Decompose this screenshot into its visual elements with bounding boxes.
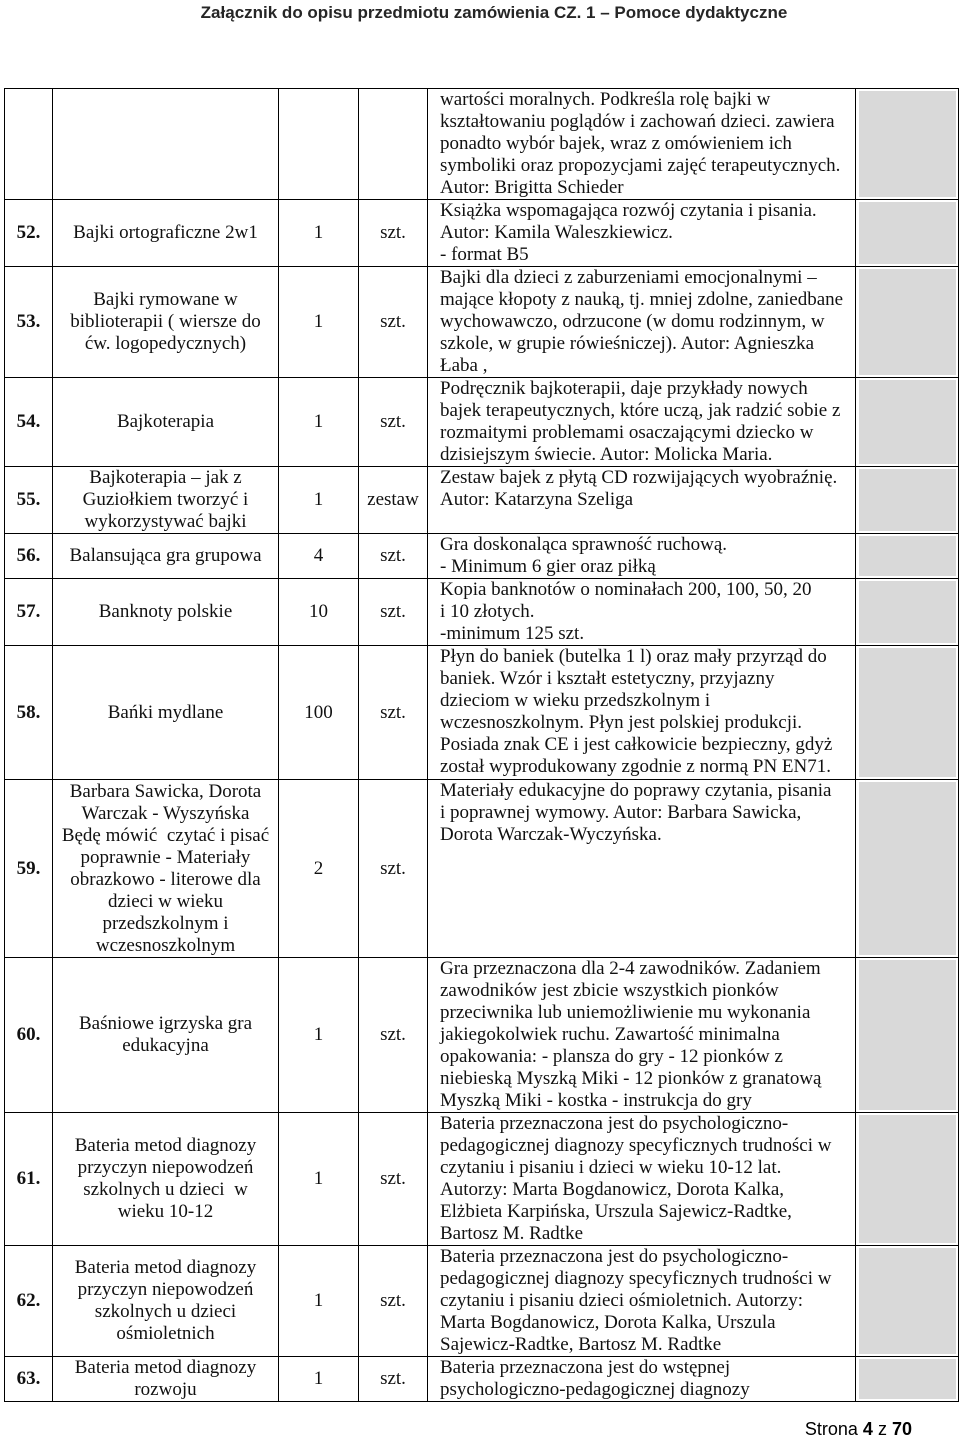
item-name: Bateria metod diagnozy przyczyn niepowodzeń szkolnych u dzieci w wieku 10-12 xyxy=(53,1113,279,1246)
table-row-continuation xyxy=(5,89,959,200)
item-name: Balansująca gra grupowa xyxy=(53,534,279,579)
item-description: Podręcznik bajkoterapii, daje przykłady nowych bajek terapeutycznych, które uczą, jak radzić sobie z rozmaitymi problemami osaczającymi dziecko w dzisiejszym świecie. Autor: Molicka Maria. xyxy=(428,378,856,467)
offer-cell-fill xyxy=(859,1359,956,1399)
item-unit: szt. xyxy=(359,378,428,467)
item-description: Gra doskonaląca sprawność ruchową. - Minimum 6 gier oraz piłką xyxy=(428,534,856,579)
page-label: Strona xyxy=(804,1419,858,1439)
table-row xyxy=(5,780,959,958)
offer-cell xyxy=(856,378,959,467)
offer-cell xyxy=(856,1113,959,1246)
item-unit: szt. xyxy=(359,1357,428,1402)
item-unit: szt. xyxy=(359,579,428,646)
item-unit: szt. xyxy=(359,267,428,378)
offer-cell-fill xyxy=(859,469,956,531)
item-unit: szt. xyxy=(359,958,428,1113)
row-number: 58. xyxy=(5,646,53,780)
row-number: 63. xyxy=(5,1357,53,1402)
item-unit: szt. xyxy=(359,1113,428,1246)
table-row xyxy=(5,1357,959,1402)
item-quantity: 2 xyxy=(279,780,359,958)
item-description: Płyn do baniek (butelka 1 l) oraz mały przyrząd do baniek. Wzór i kształt estetyczny, przyjazny dzieciom w wieku przedszkolnym i wczesnoszkolnym. Płyn jest polskiej produkcji. Posiada znak CE i jest całkowicie bezpieczny, gdyż został wyprodukowany zgodnie z normą PN EN71. xyxy=(428,646,856,780)
item-unit: szt. xyxy=(359,200,428,267)
item-name: Banknoty polskie xyxy=(53,579,279,646)
item-name: Bajkoterapia xyxy=(53,378,279,467)
table-row xyxy=(5,646,959,780)
offer-cell-fill xyxy=(859,269,956,375)
item-description: Materiały edukacyjne do poprawy czytania, pisania i poprawnej wymowy. Autor: Barbara Sawicka, Dorota Warczak-Wyczyńska. xyxy=(428,780,856,958)
item-quantity: 4 xyxy=(279,534,359,579)
row-number: 53. xyxy=(5,267,53,378)
item-quantity: 1 xyxy=(279,467,359,534)
row-number: 55. xyxy=(5,467,53,534)
offer-cell xyxy=(856,646,959,780)
offer-cell-fill xyxy=(859,380,956,464)
item-quantity xyxy=(279,89,359,200)
item-name: Bateria metod diagnozy rozwoju xyxy=(53,1357,279,1402)
item-name: Bajki ortograficzne 2w1 xyxy=(53,200,279,267)
current-page-number: 4 xyxy=(862,1419,873,1439)
offer-cell-fill xyxy=(859,91,956,197)
item-description: Kopia banknotów o nominałach 200, 100, 50, 20 i 10 złotych. -minimum 125 szt. xyxy=(428,579,856,646)
item-name: Bateria metod diagnozy przyczyn niepowodzeń szkolnych u dzieci ośmioletnich xyxy=(53,1246,279,1357)
item-name: Barbara Sawicka, Dorota Warczak - Wyszyńska Będę mówić czytać i pisać poprawnie - Materiały obrazkowo - literowe dla dzieci w wieku przedszkolnym i wczesnoszkolnym xyxy=(53,780,279,958)
item-description: Bajki dla dzieci z zaburzeniami emocjonalnymi – mające kłopoty z nauką, tj. mniej zdolne, zaniedbane wychowawczo, odrzucone (w domu rodzinnym, w szkole, w grupie rówieśniczej). Autor: Agnieszka Łaba , xyxy=(428,267,856,378)
row-number: 57. xyxy=(5,579,53,646)
item-name: Baśniowe igrzyska gra edukacyjna xyxy=(53,958,279,1113)
page-header-title: Załącznik do opisu przedmiotu zamówienia CZ. 1 – Pomoce dydaktyczne xyxy=(200,3,788,22)
table-row xyxy=(5,958,959,1113)
item-unit: szt. xyxy=(359,534,428,579)
offer-cell xyxy=(856,534,959,579)
page-of-separator: z xyxy=(877,1419,887,1439)
table-row xyxy=(5,267,959,378)
item-quantity: 1 xyxy=(279,1357,359,1402)
item-description: Zestaw bajek z płytą CD rozwijających wyobraźnię. Autor: Katarzyna Szeliga xyxy=(428,467,856,534)
table-row xyxy=(5,1113,959,1246)
page-number xyxy=(805,1419,912,1439)
item-quantity: 100 xyxy=(279,646,359,780)
specification-table xyxy=(4,88,959,1402)
row-number: 61. xyxy=(5,1113,53,1246)
offer-cell xyxy=(856,467,959,534)
item-name: Bajkoterapia – jak z Guziołkiem tworzyć i wykorzystywać bajki xyxy=(53,467,279,534)
offer-cell xyxy=(856,780,959,958)
offer-cell-fill xyxy=(859,648,956,777)
offer-cell-fill xyxy=(859,581,956,643)
item-quantity: 1 xyxy=(279,267,359,378)
row-number xyxy=(5,89,53,200)
item-description: Bateria przeznaczona jest do psychologiczno- pedagogicznej diagnozy specyficznych trudności w czytaniu i pisaniu i dzieci w wieku 10-12 lat. Autorzy: Marta Bogdanowicz, Dorota Kalka, Elżbieta Karpińska, Urszula Sajewicz-Radtke, Bartosz M. Radtke xyxy=(428,1113,856,1246)
item-quantity: 10 xyxy=(279,579,359,646)
item-quantity: 1 xyxy=(279,378,359,467)
item-quantity: 1 xyxy=(279,1113,359,1246)
row-number: 54. xyxy=(5,378,53,467)
item-unit: zestaw xyxy=(359,467,428,534)
item-name: Bajki rymowane w biblioterapii ( wiersze do ćw. logopedycznych) xyxy=(53,267,279,378)
item-unit xyxy=(359,89,428,200)
table-row xyxy=(5,579,959,646)
table-row xyxy=(5,200,959,267)
item-description: wartości moralnych. Podkreśla rolę bajki w kształtowaniu poglądów i zachowań dzieci. zawiera ponadto wybór bajek, wraz z omówieniem ich symboliki oraz propozycjami zajęć terapeutycznych. Autor: Brigitta Schieder xyxy=(428,89,856,200)
item-description: Bateria przeznaczona jest do psychologiczno- pedagogicznej diagnozy specyficznych trudności w czytaniu i pisaniu dzieci ośmioletnich. Autorzy: Marta Bogdanowicz, Dorota Kalka, Urszula Sajewicz-Radtke, Bartosz M. Radtke xyxy=(428,1246,856,1357)
total-pages-number: 70 xyxy=(891,1419,912,1439)
offer-cell-fill xyxy=(859,536,956,576)
offer-cell-fill xyxy=(859,782,956,955)
row-number: 60. xyxy=(5,958,53,1113)
offer-cell xyxy=(856,1246,959,1357)
item-quantity: 1 xyxy=(279,200,359,267)
row-number: 62. xyxy=(5,1246,53,1357)
item-name: Bańki mydlane xyxy=(53,646,279,780)
row-number: 52. xyxy=(5,200,53,267)
item-unit: szt. xyxy=(359,1246,428,1357)
table-row xyxy=(5,467,959,534)
table-row xyxy=(5,378,959,467)
table-row xyxy=(5,534,959,579)
offer-cell xyxy=(856,958,959,1113)
offer-cell xyxy=(856,267,959,378)
offer-cell-fill xyxy=(859,1248,956,1354)
offer-cell-fill xyxy=(859,960,956,1110)
offer-cell xyxy=(856,89,959,200)
row-number: 59. xyxy=(5,780,53,958)
offer-cell xyxy=(856,200,959,267)
offer-cell xyxy=(856,1357,959,1402)
item-description: Bateria przeznaczona jest do wstępnej psychologiczno-pedagogicznej diagnozy xyxy=(428,1357,856,1402)
item-quantity: 1 xyxy=(279,958,359,1113)
offer-cell-fill xyxy=(859,202,956,264)
item-name xyxy=(53,89,279,200)
row-number: 56. xyxy=(5,534,53,579)
item-description: Książka wspomagająca rozwój czytania i pisania. Autor: Kamila Waleszkiewicz. - format B5 xyxy=(428,200,856,267)
table-row xyxy=(5,1246,959,1357)
item-quantity: 1 xyxy=(279,1246,359,1357)
offer-cell-fill xyxy=(859,1115,956,1243)
item-description: Gra przeznaczona dla 2-4 zawodników. Zadaniem zawodników jest zbicie wszystkich pionków przeciwnika lub uniemożliwienie mu wykonania jakiegokolwiek ruchu. Zawartość minimalna opakowania: - plansza do gry - 12 pionków z niebieską Myszką Miki - 12 pionków z granatową Myszką Miki - kostka - instrukcja do gry xyxy=(428,958,856,1113)
offer-cell xyxy=(856,579,959,646)
item-unit: szt. xyxy=(359,780,428,958)
item-unit: szt. xyxy=(359,646,428,780)
